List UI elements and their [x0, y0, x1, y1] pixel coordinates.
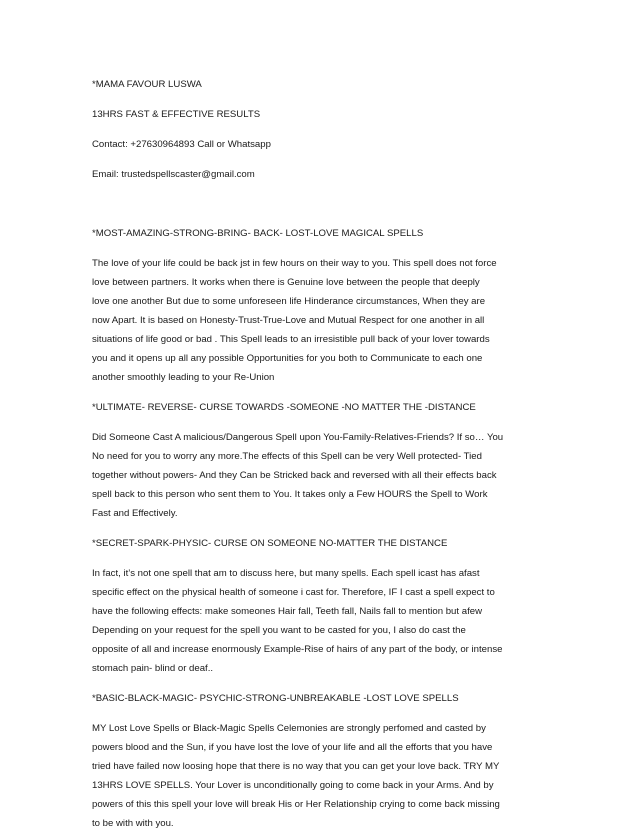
- paragraph-line: powers blood and the Sun, if you have lost the love of your life and all the efforts that you have: [92, 742, 493, 753]
- paragraph-line: have the following effects: make someones Hair fall, Teeth fall, Nails fall to mention but afew: [92, 606, 482, 617]
- section-paragraph: [92, 428, 550, 523]
- section-4: [92, 689, 550, 833]
- email-line: Email: trustedspellscaster@gmail.com: [92, 169, 255, 180]
- paragraph-line: Depending on your request for the spell you want to be casted for you, I also do cast the: [92, 625, 466, 636]
- paragraph-line: 13HRS LOVE SPELLS. Your Lover is unconditionally going to come back in your Arms. And by: [92, 780, 494, 791]
- paragraph-line: together without powers- And they Can be Stricked back and reversed with all their effects back: [92, 470, 497, 481]
- paragraph-line: The love of your life could be back jst in few hours on their way to you. This spell does not force: [92, 258, 497, 269]
- section-2: [92, 398, 550, 523]
- paragraph-line: Fast and Effectively.: [92, 508, 178, 519]
- paragraph-line: stomach pain- blind or deaf..: [92, 663, 214, 674]
- paragraph-line: love between partners. It works when there is Genuine love between the people that deeply: [92, 277, 480, 288]
- paragraph-line: powers of this this spell your love will break His or Her Relationship crying to come back missing: [92, 799, 500, 810]
- section-1: [92, 224, 550, 387]
- section-heading: *BASIC-BLACK-MAGIC- PSYCHIC-STRONG-UNBREAKABLE -LOST LOVE SPELLS: [92, 693, 459, 704]
- paragraph-line: Did Someone Cast A malicious/Dangerous Spell upon You-Family-Relatives-Friends? If so… You: [92, 432, 504, 443]
- section-3: [92, 534, 550, 678]
- paragraph-line: to be with with you.: [92, 818, 174, 829]
- paragraph-line: situations of life good or bad . This Spell leads to an irresistible pull back of your lover towards: [92, 334, 490, 345]
- tagline: 13HRS FAST & EFFECTIVE RESULTS: [92, 109, 261, 120]
- section-heading: *SECRET-SPARK-PHYSIC- CURSE ON SOMEONE NO-MATTER THE DISTANCE: [92, 538, 448, 549]
- paragraph-line: now Apart. It is based on Honesty-Trust-True-Love and Mutual Respect for one another in all: [92, 315, 485, 326]
- paragraph-line: you and it opens up all any possible Opportunities for you both to Communicate to each one: [92, 353, 483, 364]
- section-heading: *ULTIMATE- REVERSE- CURSE TOWARDS -SOMEONE -NO MATTER THE -DISTANCE: [92, 402, 476, 413]
- author-name: *MAMA FAVOUR LUSWA: [92, 79, 202, 90]
- paragraph-line: spell back to this person who sent them to You. It takes only a Few HOURS the Spell to Work: [92, 489, 488, 500]
- paragraph-line: love one another But due to some unforeseen life Hinderance circumstances, When they are: [92, 296, 486, 307]
- section-heading: *MOST-AMAZING-STRONG-BRING- BACK- LOST-LOVE MAGICAL SPELLS: [92, 228, 424, 239]
- paragraph-line: specific effect on the physical health of someone i cast for. Therefore, IF I cast a spell expect to: [92, 587, 495, 598]
- paragraph-line: No need for you to worry any more.The effects of this Spell can be very Well protected- Tied: [92, 451, 482, 462]
- paragraph-line: In fact, it’s not one spell that am to discuss here, but many spells. Each spell icast has afast: [92, 568, 480, 579]
- section-paragraph: [92, 719, 550, 833]
- paragraph-line: opposite of all and increase enormously Example-Rise of hairs of any part of the body, or intense: [92, 644, 503, 655]
- section-paragraph: [92, 564, 550, 678]
- contact-line: Contact: +27630964893 Call or Whatsapp: [92, 139, 271, 150]
- spacer: [92, 195, 550, 224]
- header-block: [92, 75, 550, 184]
- paragraph-line: another smoothly leading to your Re-Union: [92, 372, 275, 383]
- section-paragraph: [92, 254, 550, 387]
- paragraph-line: tried have failed now loosing hope that there is no way that you can get your love back. TRY MY: [92, 761, 500, 772]
- paragraph-line: MY Lost Love Spells or Black-Magic Spells Celemonies are strongly perfomed and casted by: [92, 723, 486, 734]
